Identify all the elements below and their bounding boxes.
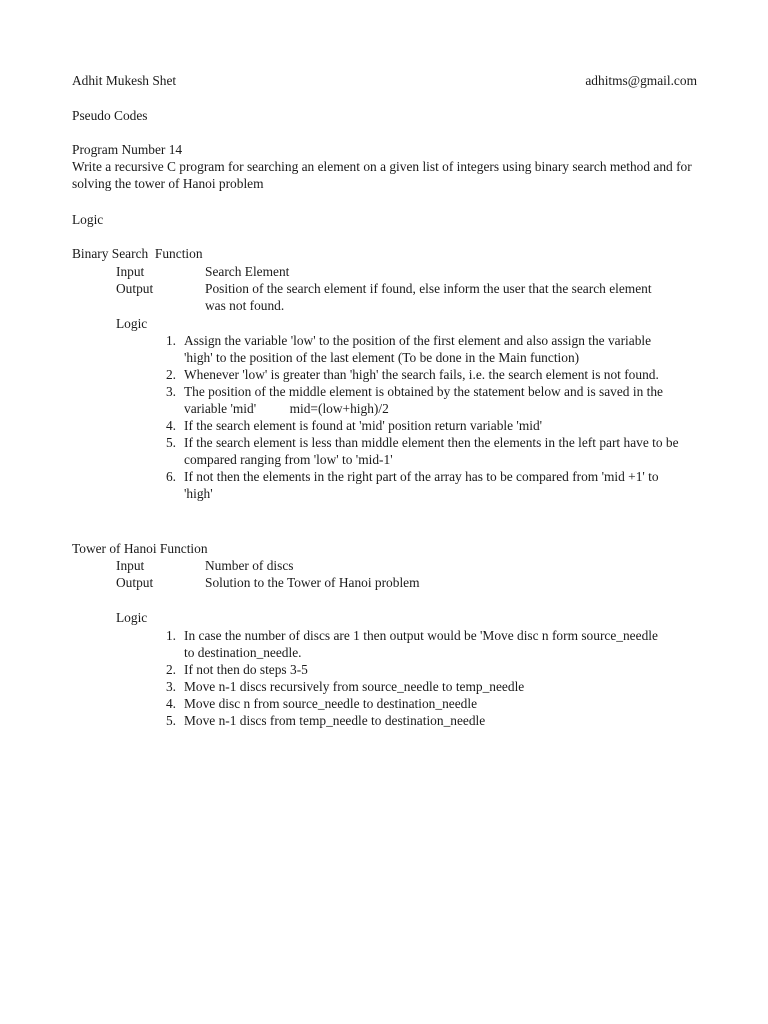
tower-of-hanoi-output-value: Solution to the Tower of Hanoi problem	[205, 575, 420, 590]
tower-of-hanoi-input-label: Input	[116, 558, 145, 573]
step-number: 3.	[165, 384, 176, 399]
step-number: 2.	[165, 662, 176, 677]
step-number: 4.	[165, 696, 176, 711]
step-number: 1.	[165, 333, 176, 348]
step-text: Move disc n from source_needle to destination_needle	[184, 696, 478, 711]
step-number: 4.	[165, 418, 176, 433]
tower-of-hanoi-output-label: Output	[116, 575, 154, 590]
tower-of-hanoi-title: Tower of Hanoi Function	[72, 541, 208, 556]
step-number: 3.	[165, 679, 176, 694]
list-item	[160, 712, 660, 729]
program-description: Write a recursive C program for searching an element on a given list of integers using binary search method and for solving the tower of Hanoi problem	[72, 159, 692, 191]
step-text: In case the number of discs are 1 then output would be 'Move disc n form source_needle to destination_needle.	[184, 628, 658, 660]
list-item	[160, 661, 660, 678]
binary-search-output-value: Position of the search element if found, else inform the user that the search element was not found.	[205, 281, 652, 313]
tower-of-hanoi-steps	[160, 627, 660, 729]
author-email: adhitms@gmail.com	[585, 73, 697, 88]
step-number: 5.	[165, 435, 176, 450]
binary-search-steps	[160, 332, 680, 502]
list-item	[160, 695, 660, 712]
author-name: Adhit Mukesh Shet	[72, 73, 177, 88]
list-item	[160, 434, 680, 468]
step-number: 6.	[165, 469, 176, 484]
step-number: 5.	[165, 713, 176, 728]
binary-search-input-value: Search Element	[205, 264, 290, 279]
binary-search-output-label: Output	[116, 281, 154, 296]
list-item	[160, 468, 680, 502]
step-text: Assign the variable 'low' to the position of the first element and also assign the variable 'high' to the position of the last element (To be done in the Main function)	[184, 333, 652, 365]
program-number: Program Number 14	[72, 142, 183, 157]
step-text: If not then the elements in the right part of the array has to be compared from 'mid +1' to 'high'	[184, 469, 659, 501]
list-item	[160, 332, 680, 366]
step-text: Move n-1 discs recursively from source_needle to temp_needle	[184, 679, 525, 694]
document-subtitle: Pseudo Codes	[72, 108, 148, 123]
tower-of-hanoi-input-value: Number of discs	[205, 558, 294, 573]
list-item	[160, 366, 680, 383]
step-number: 2.	[165, 367, 176, 382]
binary-search-title: Binary Search Function	[72, 246, 203, 261]
list-item	[160, 678, 660, 695]
binary-search-logic-label: Logic	[116, 316, 148, 331]
logic-heading: Logic	[72, 212, 104, 227]
step-text: The position of the middle element is obtained by the statement below and is saved in the variable 'mid' mid=(low+high)/2	[184, 384, 667, 416]
step-text: Whenever 'low' is greater than 'high' the search fails, i.e. the search element is not found.	[184, 367, 659, 382]
tower-of-hanoi-logic-label: Logic	[116, 610, 148, 625]
list-item	[160, 417, 680, 434]
list-item	[160, 383, 680, 417]
list-item	[160, 627, 660, 661]
binary-search-input-label: Input	[116, 264, 145, 279]
step-number: 1.	[165, 628, 176, 643]
step-text: Move n-1 discs from temp_needle to destination_needle	[184, 713, 486, 728]
step-text: If not then do steps 3-5	[184, 662, 308, 677]
step-text: If the search element is found at 'mid' position return variable 'mid'	[184, 418, 543, 433]
step-text: If the search element is less than middle element then the elements in the left part have to be compared ranging from 'low' to 'mid-1'	[184, 435, 679, 467]
